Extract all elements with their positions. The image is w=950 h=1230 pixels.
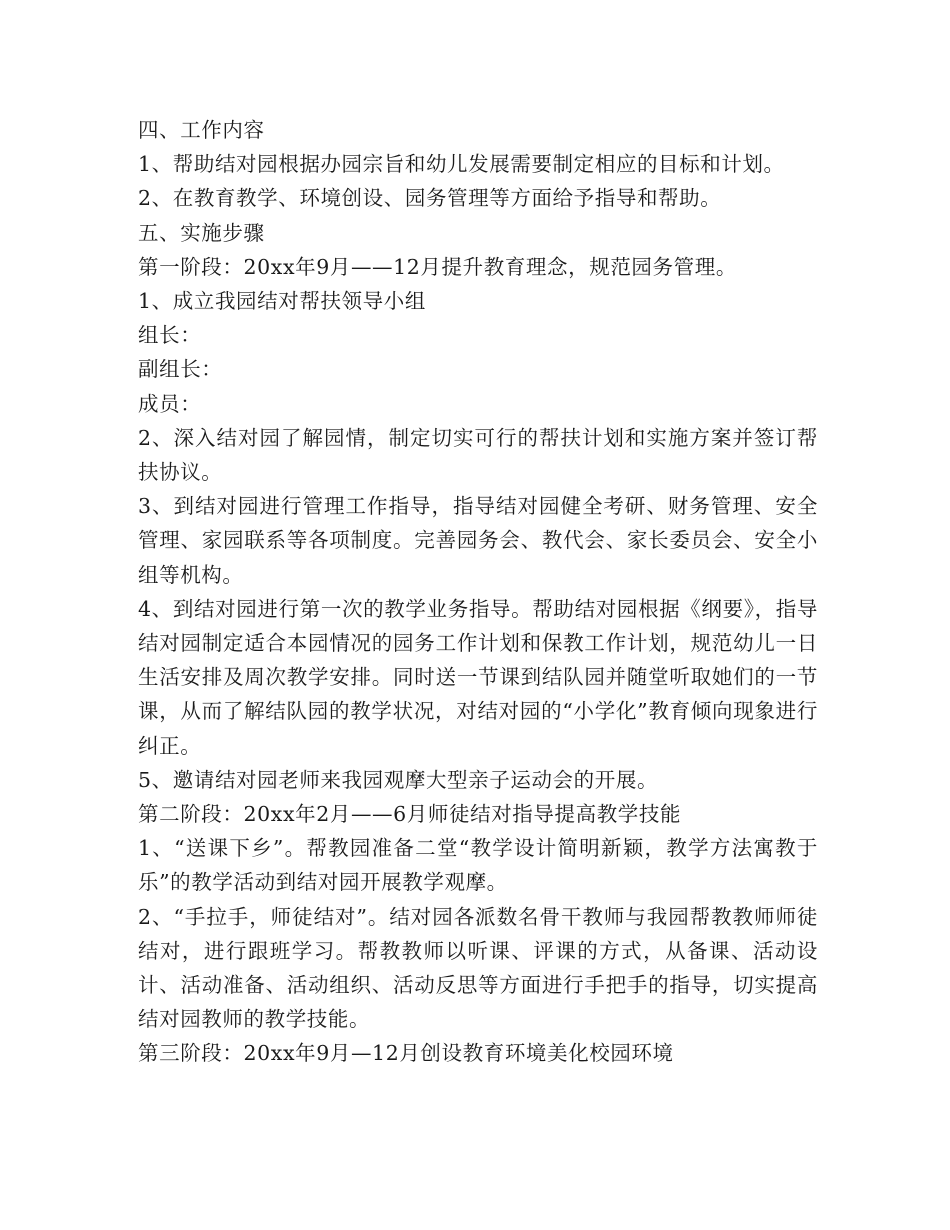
list-item: 2、“手拉手，师徒结对”。结对园各派数名骨干教师与我园帮教教师师徒结对，进行跟班学习。帮教教师以听课、评课的方式，从备课、活动设计、活动准备、活动组织、活动反思等方面进行手把手的指导，切实提高结对园教师的教学技能。 xyxy=(138,904,818,1032)
list-item: 3、到结对园进行管理工作指导，指导结对园健全考研、财务管理、安全管理、家园联系等各项制度。完善园务会、教代会、家长委员会、安全小组等机构。 xyxy=(138,494,818,587)
section-heading-implementation-steps: 五、实施步骤 xyxy=(138,220,265,245)
list-item: 5、邀请结对园老师来我园观摩大型亲子运动会的开展。 xyxy=(138,767,659,792)
document-body xyxy=(138,113,818,1071)
list-item: 2、深入结对园了解园情，制定切实可行的帮扶计划和实施方案并签订帮扶协议。 xyxy=(138,425,818,485)
list-item: 1、帮助结对园根据办园宗旨和幼儿发展需要制定相应的目标和计划。 xyxy=(138,152,785,177)
section-heading-work-content: 四、工作内容 xyxy=(138,118,265,142)
phase-heading-2: 第二阶段：20xx年2月——6月师徒结对指导提高教学技能 xyxy=(138,802,682,827)
list-item: 1、“送课下乡”。帮教园准备二堂“教学设计简明新颖，教学方法寓教于乐”的教学活动到结对园开展教学观摩。 xyxy=(138,836,818,895)
phase-heading-1: 第一阶段：20xx年9月——12月提升教育理念，规范园务管理。 xyxy=(138,254,737,279)
list-item: 4、到结对园进行第一次的教学业务指导。帮助结对园根据《纲要》，指导结对园制定适合本园情况的园务工作计划和保教工作计划，规范幼儿一日生活安排及周次教学安排。同时送一节课到结队园并随堂听取她们的一节课，从而了解结队园的教学状况，对结对园的“小学化”教育倾向现象进行纠正。 xyxy=(138,596,818,758)
members-line: 成员： xyxy=(138,391,202,416)
list-item: 1、成立我园结对帮扶领导小组 xyxy=(138,289,426,314)
list-item: 2、在教育教学、环境创设、园务管理等方面给予指导和帮助。 xyxy=(138,186,722,211)
deputy-leader-line: 副组长： xyxy=(138,357,223,382)
group-leader-line: 组长： xyxy=(138,323,202,348)
phase-heading-3: 第三阶段：20xx年9月—12月创设教育环境美化校园环境 xyxy=(138,1041,674,1066)
